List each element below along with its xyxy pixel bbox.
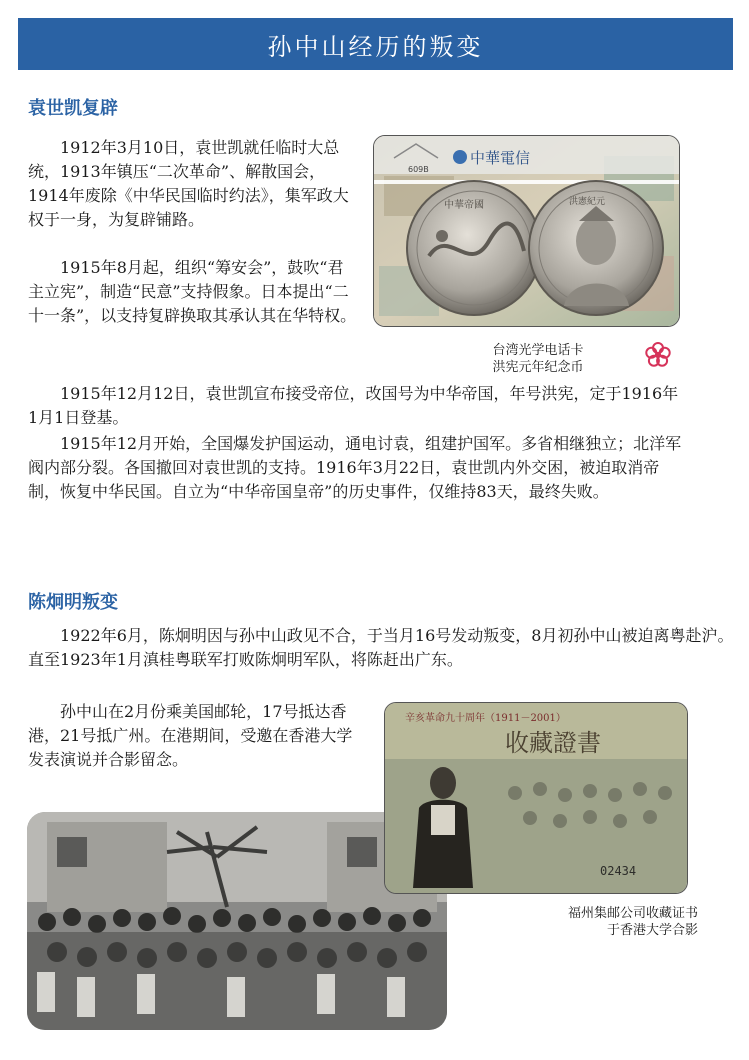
card-brand: 中華電信 [470,149,531,167]
certificate-number: 02434 [600,864,637,878]
certificate-caption [508,905,698,939]
card-code: 609B [408,165,429,174]
certificate-header: 辛亥革命九十周年（1911－2001） [405,713,566,724]
paragraph: 1915年12月开始，全国爆发护国运动，通电讨袁，组建护国军。多省相继独立；北洋军阀内部分裂。各国撤回对袁世凯的支持。1916年3月22日，袁世凯内外交困，被迫取消帝制，恢复中华民国。自立为“中华帝国皇帝”的历史事件，仅维持83天，最终失败。 [28,434,682,501]
caption-line: 洪宪元年纪念币 [492,360,584,375]
phone-card-caption [473,342,603,376]
paragraph: 1922年6月，陈炯明因与孙中山政见不合，于当月16号发动叛变，8月初孙中山被迫离粤赴沪。直至1923年1月滇桂粤联军打败陈炯明军队，将陈赶出广东。 [28,626,734,669]
page-title: 孙中山经历的叛变 [18,18,733,70]
phone-card-image [373,135,680,327]
coin-right-text: 洪憲紀元 [569,197,606,207]
section-heading-chen: 陈炯明叛变 [28,592,118,613]
collection-certificate-image [384,702,688,894]
caption-line: 台湾光学电话卡 [492,343,584,358]
section-heading-yuan: 袁世凯复辟 [28,98,118,119]
plum-blossom-icon [644,341,672,369]
certificate-title: 收藏證書 [505,729,601,757]
caption-line: 福州集邮公司收藏证书 [567,906,698,921]
paragraph: 孙中山在2月份乘美国邮轮，17号抵达香港，21号抵广州。在港期间，受邀在香港大学发表演说并合影留念。 [28,702,353,769]
paragraph: 1912年3月10日，袁世凯就任临时大总统，1913年镇压“二次革命”、解散国会，1914年废除《中华民国临时约法》，集军政大权于一身，为复辟铺路。 [28,138,349,229]
caption-line: 于香港大学合影 [606,923,698,938]
paragraph: 1915年8月起，组织“筹安会”，鼓吹“君主立宪”，制造“民意”支持假象。日本提出“二十一条”，以支持复辟换取其承认其在华特权。 [28,258,357,325]
paragraph: 1915年12月12日，袁世凯宣布接受帝位，改国号为中华帝国，年号洪宪，定于1916年1月1日登基。 [28,384,679,427]
phone-card-graphic [374,136,679,326]
certificate-graphic [385,703,687,893]
coin-left-text: 中華帝國 [444,200,484,211]
